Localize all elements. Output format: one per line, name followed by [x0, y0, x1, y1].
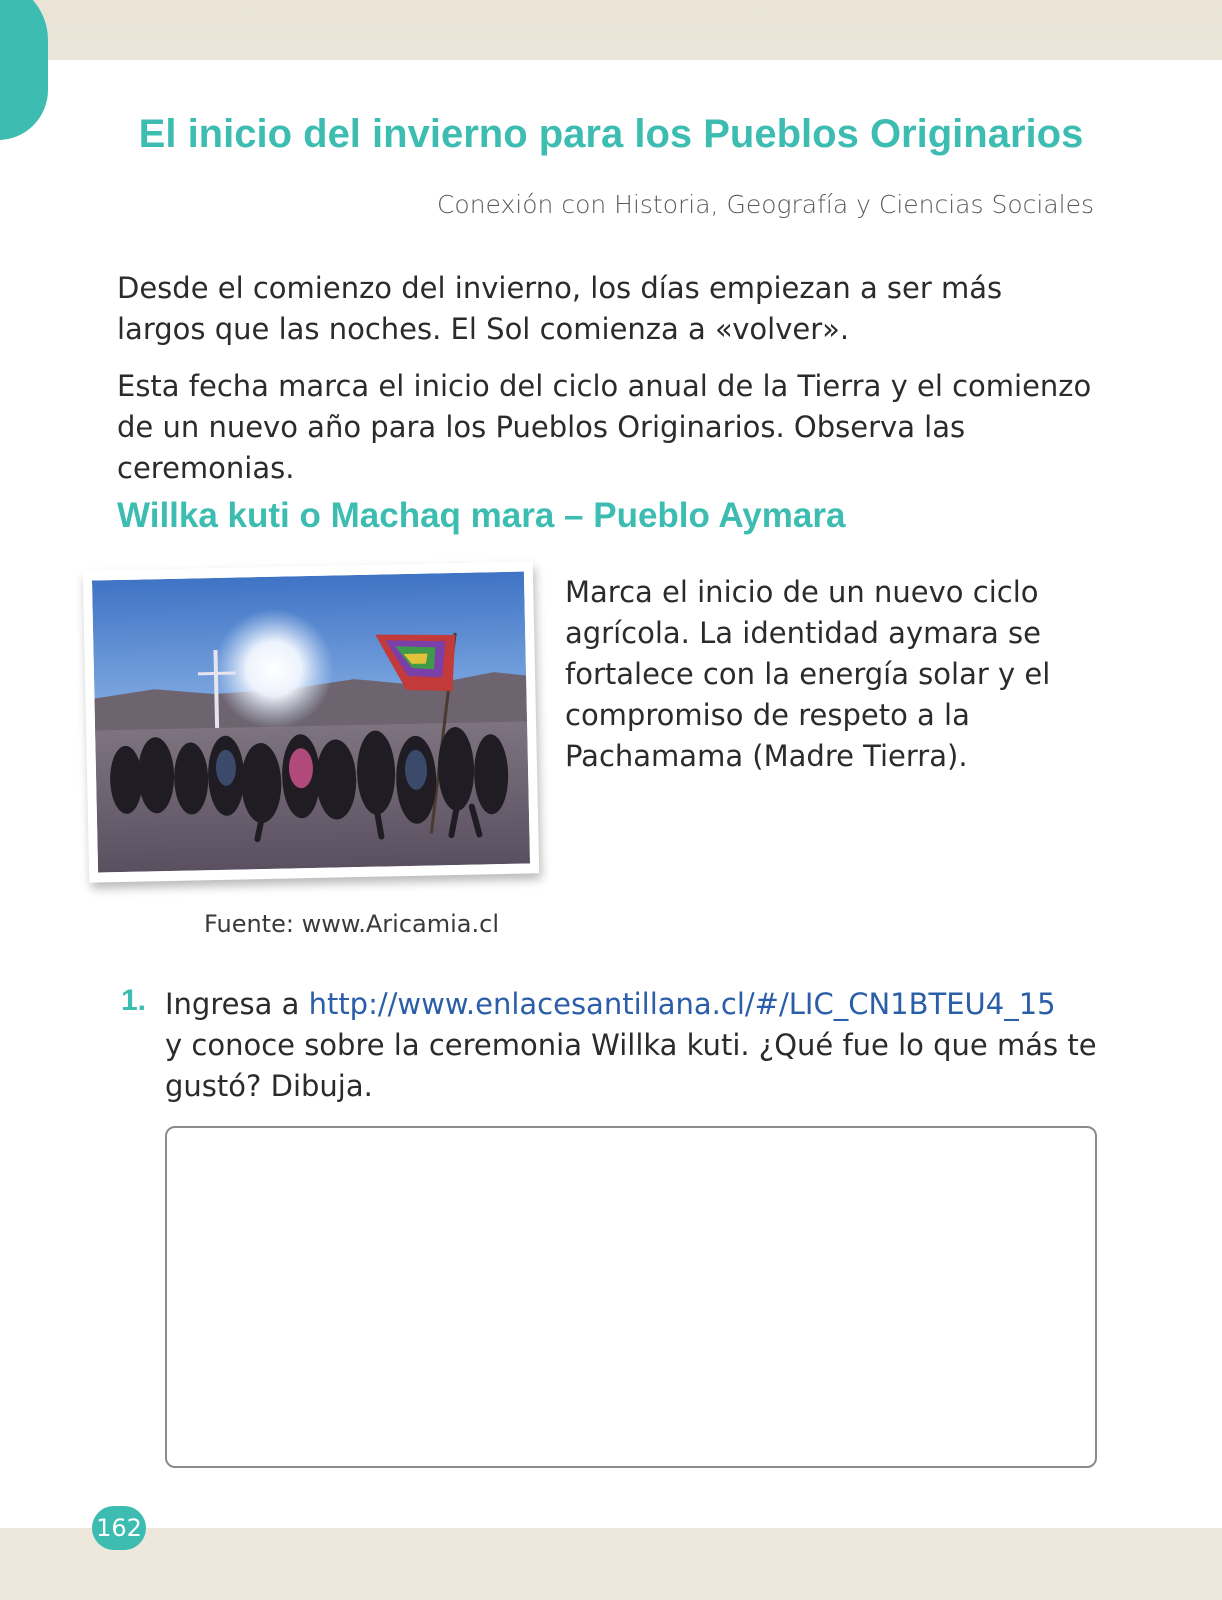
- intro-paragraph-1: Desde el comienzo del invierno, los días empiezan a ser más largos que las noches. El Sol comienza a «volver».: [117, 271, 1003, 346]
- activity-number: 1.: [121, 984, 147, 1017]
- photo-caption: Fuente: www.Aricamia.cl: [204, 910, 499, 938]
- paper-texture-top: [0, 0, 1222, 60]
- page-number: 162: [92, 1506, 146, 1550]
- activity-link[interactable]: http://www.enlacesantillana.cl/#/LIC_CN1BTEU4_15: [308, 987, 1056, 1021]
- activity-text: [165, 984, 1105, 1107]
- page-title: El inicio del invierno para los Pueblos Originarios: [138, 112, 1084, 156]
- section-subtitle: Willka kuti o Machaq mara – Pueblo Aymara: [117, 496, 846, 535]
- activity-intro: Ingresa a: [165, 987, 309, 1021]
- ceremony-photo-image: [92, 572, 530, 873]
- paper-texture-bottom: [0, 1528, 1222, 1600]
- drawing-area[interactable]: [165, 1126, 1097, 1468]
- subject-connection: Conexión con Historia, Geografía y Ciencias Sociales: [436, 190, 1094, 219]
- ceremony-photo: [83, 561, 539, 882]
- section-description: Marca el inicio de un nuevo ciclo agrícola. La identidad aymara se fortalece con la energía solar y el compromiso de respeto a la Pachamama (Madre Tierra).: [565, 575, 1051, 773]
- activity-instructions: y conoce sobre la ceremonia Willka kuti. ¿Qué fue lo que más te gustó? Dibuja.: [165, 1028, 1097, 1103]
- intro-paragraph-2: Esta fecha marca el inicio del ciclo anual de la Tierra y el comienzo de un nuevo año para los Pueblos Originarios. Observa las ceremonias.: [117, 369, 1092, 485]
